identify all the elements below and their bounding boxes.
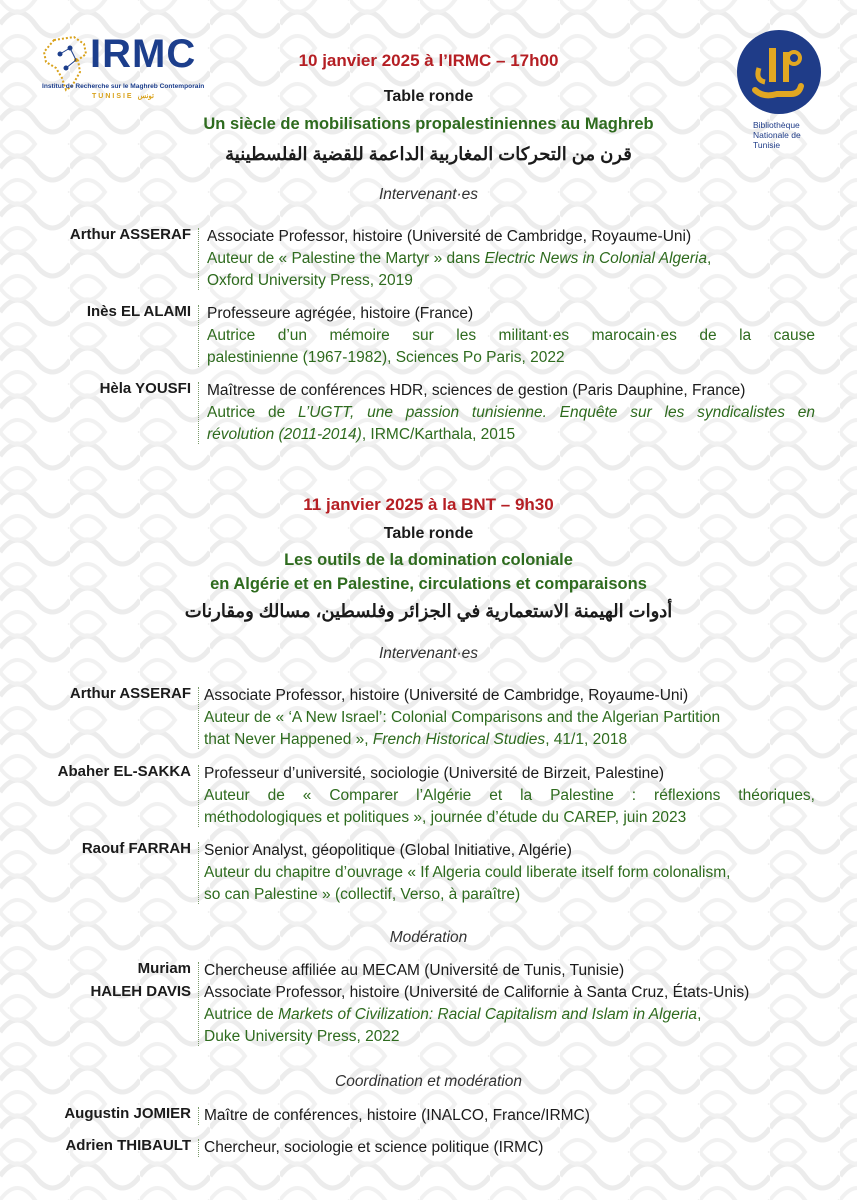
event1-speakers-heading: Intervenant·es <box>378 186 479 203</box>
speaker-work-line2: so can Palestine » (collectif, Verso, à paraître) <box>204 886 521 903</box>
irmc-acronym: IRMC <box>90 32 197 76</box>
divider <box>198 305 199 367</box>
speaker-description <box>207 303 815 369</box>
speaker-name: Abaher EL-SAKKA <box>57 763 191 780</box>
speaker-role: Senior Analyst, géopolitique (Global Initiative, Algérie) <box>204 842 572 859</box>
event2-kind: Table ronde <box>383 525 474 542</box>
work-title: French Historical Studies <box>372 731 546 748</box>
divider <box>198 1139 199 1157</box>
speaker-work <box>207 248 815 270</box>
coordinator-role: Chercheur, sociologie et science politique (IRMC) <box>204 1139 544 1156</box>
work-text: , 41/1, 2018 <box>545 731 628 748</box>
speaker-work <box>207 402 815 424</box>
speaker-description <box>204 763 815 829</box>
work-text: that Never Happened », <box>204 731 373 748</box>
speaker-work: Auteur du chapitre d’ouvrage « If Algeria could liberate itself form colonalism, <box>204 864 731 881</box>
moderator-description <box>204 960 815 1048</box>
coordinator-role: Maître de conférences, histoire (INALCO, France/IRMC) <box>204 1107 590 1124</box>
speaker-work-line2: Oxford University Press, 2019 <box>207 272 413 289</box>
speaker-role: Professeure agrégée, histoire (France) <box>207 305 474 322</box>
moderator-role-2: Associate Professor, histoire (Université de Californie à Santa Cruz, États-Unis) <box>204 984 750 1001</box>
speaker-work: Auteur de « ‘A New Israel’: Colonial Comparisons and the Algerian Partition <box>204 709 721 726</box>
divider <box>198 842 199 904</box>
speaker-role: Professeur d’université, sociologie (Université de Birzeit, Palestine) <box>204 765 665 782</box>
moderator-first-name: Muriam <box>137 960 191 977</box>
coordinator-name: Adrien THIBAULT <box>65 1137 191 1154</box>
event2-title-arabic: أدوات الهيمنة الاستعمارية في الجزائر وفلسطين، مسالك ومقارنات <box>184 601 673 621</box>
event1-date: 10 janvier 2025 à l’IRMC – 17h00 <box>298 51 559 70</box>
divider <box>198 382 199 444</box>
speaker-work: Auteur de « Comparer l’Algérie et la Palestine : réflexions théoriques, <box>204 787 815 804</box>
moderator-role-1: Chercheuse affiliée au MECAM (Université de Tunis, Tunisie) <box>204 962 625 979</box>
divider <box>198 962 199 1046</box>
event2-title-line2: en Algérie et en Palestine, circulations et comparaisons <box>210 575 647 593</box>
coordinator-name: Augustin JOMIER <box>64 1105 191 1122</box>
speaker-work-line2: méthodologiques et politiques », journée d’étude du CAREP, juin 2023 <box>204 809 687 826</box>
work-text: Autrice de <box>207 404 299 421</box>
speaker-work: Autrice d’un mémoire sur les militant·es marocain·es de la cause <box>207 327 815 344</box>
speaker-role: Associate Professor, histoire (Université de Cambridge, Royaume-Uni) <box>204 687 689 704</box>
speaker-name: Arthur ASSERAF <box>69 226 191 243</box>
moderation-heading: Modération <box>389 929 468 946</box>
speaker-work-line2 <box>204 729 815 751</box>
work-text: Autrice de <box>204 1006 279 1023</box>
speaker-description <box>207 226 815 292</box>
speaker-role: Associate Professor, histoire (Université de Cambridge, Royaume-Uni) <box>207 228 692 245</box>
divider <box>198 765 199 827</box>
irmc-country-ar: تونس <box>137 93 154 100</box>
event2-speakers-heading: Intervenant·es <box>378 645 479 662</box>
work-text: , <box>697 1006 702 1023</box>
irmc-country-fr: TUNISIE <box>91 93 134 100</box>
speaker-work-line2 <box>207 424 815 446</box>
work-text: , IRMC/Karthala, 2015 <box>361 426 516 443</box>
speaker-description <box>204 685 815 751</box>
speaker-name: Inès EL ALAMI <box>86 303 191 320</box>
moderator-last-name: HALEH DAVIS <box>90 983 191 1000</box>
moderator-work-line2: Duke University Press, 2022 <box>204 1028 400 1045</box>
work-title: révolution (2011-2014) <box>207 426 362 443</box>
divider <box>198 687 199 749</box>
work-title: Markets of Civilization: Racial Capitalism and Islam in Algeria <box>278 1006 698 1023</box>
speaker-description <box>204 840 815 906</box>
speaker-work-line2: palestinienne (1967-1982), Sciences Po Paris, 2022 <box>207 349 565 366</box>
event1-kind: Table ronde <box>383 88 474 105</box>
event2-date: 11 janvier 2025 à la BNT – 9h30 <box>303 495 554 514</box>
coordination-heading: Coordination et modération <box>335 1073 522 1090</box>
event1-title: Un siècle de mobilisations propalestiniennes au Maghreb <box>203 115 654 133</box>
speaker-name: Raouf FARRAH <box>81 840 191 857</box>
moderator-work <box>204 1004 815 1026</box>
event2-title-line1: Les outils de la domination coloniale <box>284 551 573 569</box>
work-text: , <box>706 250 712 267</box>
work-title: Electric News in Colonial Algeria <box>484 250 707 267</box>
speaker-name: Arthur ASSERAF <box>69 685 191 702</box>
work-text: Auteur de « Palestine the Martyr » dans <box>207 250 485 267</box>
speaker-role: Maîtresse de conférences HDR, sciences de gestion (Paris Dauphine, France) <box>207 382 746 399</box>
work-title: L’UGTT, une passion tunisienne. Enquête sur les syndicalistes en <box>298 404 815 421</box>
divider <box>198 228 199 290</box>
speaker-name: Hèla YOUSFI <box>99 380 191 397</box>
divider <box>198 1107 199 1125</box>
bnt-emblem-icon <box>733 28 825 120</box>
event1-title-arabic: قرن من التحركات المغاربية الداعمة للقضية الفلسطينية <box>225 144 632 164</box>
speaker-description <box>207 380 815 446</box>
bnt-name: Bibliothèque Nationale de Tunisie <box>753 120 801 150</box>
irmc-full-name: Institut de Recherche sur le Maghreb Contemporain <box>42 83 205 90</box>
